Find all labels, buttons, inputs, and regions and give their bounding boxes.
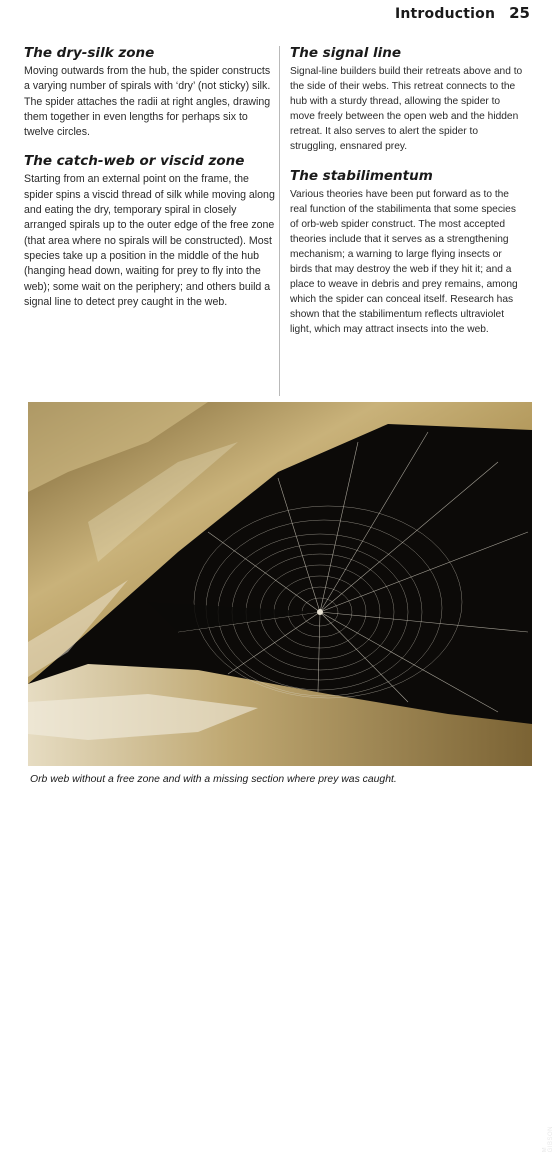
body-catch-web-zone: Starting from an external point on the frame, the spider spins a viscid thread of silk while moving along and eating the dry, temporary spiral in closely arranged spirals up to the outer edge of the free zone (that area where no spirals will be constructed). Most species take up a position in the middle of the hub (hanging head down, waiting for prey to fly into the web); some wait on the periphery; and others build a signal line to detect prey caught in the web. [24, 173, 275, 308]
heading-catch-web-zone: The catch-web or viscid zone [24, 153, 245, 170]
running-head [395, 4, 530, 22]
page-number: 25 [509, 4, 530, 22]
body-signal-line: Signal-line builders build their retreats above and to the side of their webs. This retreat connects to the hub with a sturdy thread, allowing the spider to move freely between the open web and the hidden retreat. It also serves to alert the spider to struggling, ensnared prey. [290, 66, 523, 153]
body-dry-silk-zone: Moving outwards from the hub, the spider constructs a varying number of spirals with ‘dry’ (not sticky) silk. The spider attaches the radii at right angles, drawing them together in even lengths for perhaps six to twelve circles. [24, 65, 271, 139]
heading-stabilimentum: The stabilimentum [290, 167, 433, 184]
section-title: Introduction [394, 6, 496, 22]
orb-web-illustration [28, 402, 532, 766]
right-column [290, 44, 526, 350]
heading-dry-silk-zone: The dry-silk zone [24, 45, 155, 61]
photo-credit: M GIBSON [542, 1126, 554, 1152]
body-stabilimentum: Various theories have been put forward as to the real function of the stabilimenta that some species of orb-web spider construct. The most accepted theories include that it serves as a strengthening mechanism; a warning to large flying insects or birds that may destroy the web if they hit it; and a place to weave in debris and prey remains, among which the spider can conceal itself. Research has shown that the stabilimentum reflects ultraviolet light, which may attract insects into the web. [290, 188, 518, 336]
figure-caption: Orb web without a free zone and with a missing section where prey was caught. [30, 774, 397, 785]
text-columns [24, 44, 526, 350]
left-column [24, 44, 276, 350]
heading-signal-line: The signal line [290, 45, 402, 61]
web-hub [317, 609, 323, 615]
